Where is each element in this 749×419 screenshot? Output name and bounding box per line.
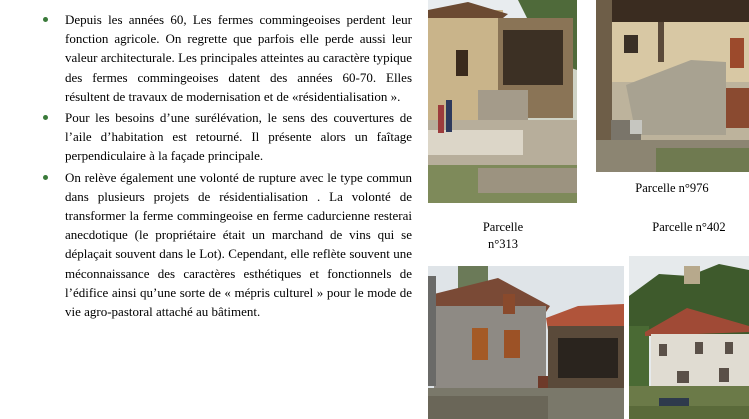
caption-parcelle-402: Parcelle n°402 [652, 220, 726, 234]
farmhouse-photo-313 [428, 266, 624, 419]
bullet-icon [43, 17, 48, 22]
farmhouse-photo-1 [428, 0, 577, 203]
bullet-text: On relève également une volonté de rupture avec le type commun dans plusieurs projets de résidentialisation . La volonté de transformer la ferme commingeoise en ferme cadurcienne resterai anecdotique (le propriétaire était un marchand de vins qui se déplaçait souvent dans le Lot). Cependant, elle reflète souvent une méconnaissance des caractères esthétiques et fonctionnels de l’édifice ainsi qu’une sorte de « mépris culturel » pour le mode de vie agro-pastoral attaché au bâtiment. [65, 169, 412, 320]
caption-parcelle-313-line2: n°313 [488, 237, 518, 251]
bullet-icon [43, 175, 48, 180]
bullet-icon [43, 115, 48, 120]
farmhouse-photo-402 [629, 256, 749, 419]
bullet-paragraph-1 [0, 10, 420, 106]
caption-parcelle-313-line1: Parcelle [482, 220, 524, 234]
caption-parcelle-976: Parcelle n°976 [635, 181, 709, 195]
bullet-paragraph-2 [0, 108, 420, 166]
bullet-text: Pour les besoins d’une surélévation, le sens des couvertures de l’aile d’habitation est retourné. Il présente alors un faîtage perpendiculaire à la façade principale. [65, 110, 412, 164]
farmhouse-photo-976 [596, 0, 749, 172]
text-column [0, 10, 420, 323]
bullet-paragraph-3 [0, 168, 420, 322]
bullet-text: Depuis les années 60, Les fermes commingeoises perdent leur fonction agricole. On regrette que parfois elle perde aussi leur valeur architecturale. Les principales atteintes au caractère typique des fermes commingeoises datent des années 60-70. Elles résultent de travaux de modernisation et de «résidentialisation ». [65, 12, 412, 104]
